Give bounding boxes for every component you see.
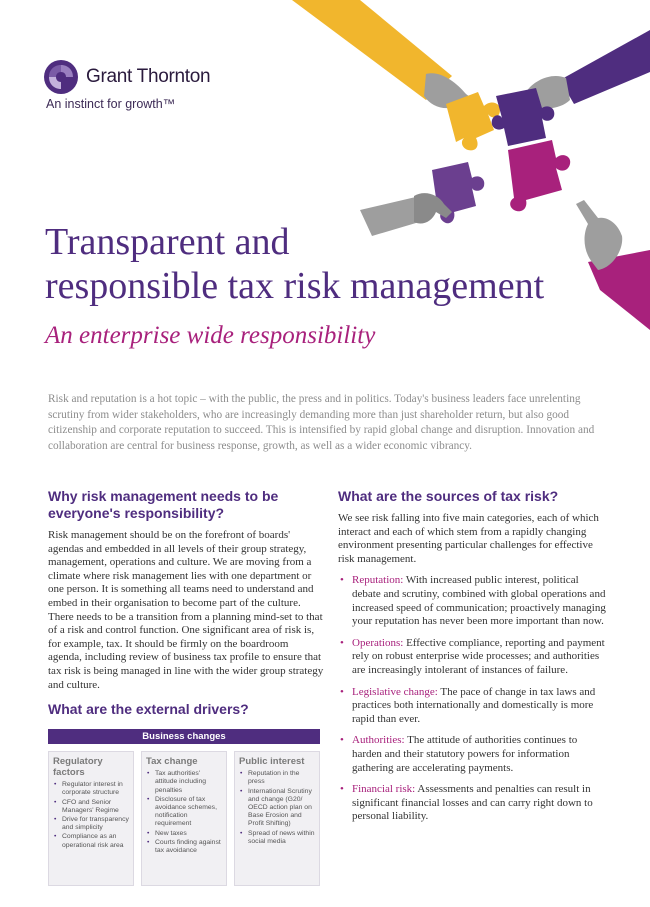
risk-text: The pace of change in tax laws and practices both internationally and domestically is more rapid than ever.: [352, 685, 596, 725]
business-changes-bar: Business changes: [48, 729, 320, 744]
driver-item: • International Scrutiny and change (G20/ OECD action plan on Base Erosion and Profit Shifting): [239, 788, 316, 829]
driver-column-tax-change: [141, 751, 227, 886]
driver-item: • Drive for transparency and simplicity: [53, 816, 130, 832]
risk-item-reputation: [338, 574, 608, 628]
puzzle-piece-magenta: [508, 140, 570, 211]
right-column: [338, 488, 608, 832]
intro-paragraph: Risk and reputation is a hot topic – with the public, the press and in politics. Today's business leaders face unrelenting scrutiny from wider stakeholders, who are increasingly demanding more than just shareholder return, but also good citizenship and corporate reputation to succeed. This is intensified by rapid global change and disruption. Innovation and collaboration are central for business response, growth, as well as a wider economic vibrancy.: [48, 393, 595, 452]
business-changes-columns: [48, 751, 320, 886]
brand-logo: [44, 60, 210, 94]
driver-item: • CFO and Senior Managers' Regime: [53, 799, 130, 815]
sources-heading: What are the sources of tax risk?: [338, 488, 559, 504]
hero-banner: [0, 0, 650, 378]
risk-item-authorities: [338, 734, 608, 775]
yellow-arm: [292, 0, 482, 112]
driver-column-heading: Tax change: [146, 756, 198, 768]
why-heading: Why risk management needs to be everyone's responsibility?: [48, 488, 279, 521]
risk-term: Reputation:: [352, 574, 404, 587]
driver-column-heading: Regulatory factors: [53, 756, 103, 779]
risk-term: Authorities:: [352, 734, 405, 747]
driver-column-public-interest: [234, 751, 320, 886]
driver-item: • Reputation in the press: [239, 770, 316, 786]
page-subtitle: An enterprise wide responsibility: [45, 322, 376, 349]
driver-list: [239, 770, 316, 846]
risk-list: [338, 574, 608, 824]
risk-text: Effective compliance, reporting and payment rely on robust enterprise wide processes; and authorities are increasingly intolerant of instances of failure.: [352, 636, 605, 676]
risk-term: Financial risk:: [352, 783, 416, 796]
driver-list: [146, 770, 223, 855]
driver-item: • Regulator interest in corporate structure: [53, 781, 130, 797]
risk-item-financial: [338, 783, 608, 824]
driver-list: [53, 781, 130, 850]
driver-item: • New taxes: [146, 830, 223, 838]
page-title: [45, 220, 544, 308]
left-column: [48, 488, 324, 886]
risk-text: Assessments and penalties can result in significant financial losses and can carry right down to personal liability.: [352, 783, 593, 823]
risk-text: The attitude of authorities continues to harden and their statutory powers for information gathering are accelerating payments.: [352, 734, 578, 774]
risk-item-operations: [338, 637, 608, 678]
driver-item: • Tax authorities' attitude including penalties: [146, 770, 223, 795]
driver-item: • Disclosure of tax avoidance schemes, notification requirement: [146, 796, 223, 829]
brand-name: Grant Thornton: [86, 66, 211, 87]
brand-tagline: An instinct for growth™: [46, 97, 176, 111]
driver-item: • Courts finding against tax avoidance: [146, 839, 223, 855]
drivers-heading: What are the external drivers?: [48, 701, 249, 718]
risk-item-legislative-change: [338, 686, 608, 727]
driver-column-regulatory: [48, 751, 134, 886]
driver-item: • Compliance as an operational risk area: [53, 833, 130, 849]
grant-thornton-logo-icon: [44, 60, 78, 94]
risk-term: Legislative change:: [352, 685, 438, 698]
risk-term: Operations:: [352, 636, 404, 649]
why-body: Risk management should be on the forefront of boards' agendas and embedded in all levels of their group strategy, management, operations and culture. We are moving from a climate where risk management lies with one department or one person. It is something all teams need to understand and embed in their organisation to become part of the culture. There needs to be a transition from a planning mind-set to that of a risk and control function. One significant area of risk is, for example, tax. It should be firmly on the boardroom agenda, including review of business tax profile to ensure that tax risk is being managed in line with the wider group strategy and culture.: [48, 529, 324, 691]
title-line-1: Transparent and: [45, 221, 290, 263]
driver-column-heading: Public interest: [239, 756, 305, 768]
sources-intro: We see risk falling into five main categories, each of which interact and each of which stem from a rapidly changing environment presenting particular challenges for effective risk management.: [338, 512, 599, 565]
title-line-2: responsible tax risk management: [45, 265, 545, 307]
risk-text: With increased public interest, political debate and scrutiny, combined with global operations and increased speed of communication; proactively managing your reputation has never been more important than now.: [352, 574, 606, 628]
magenta-arm-bottom: [576, 200, 650, 330]
driver-item: • Spread of news within social media: [239, 830, 316, 846]
